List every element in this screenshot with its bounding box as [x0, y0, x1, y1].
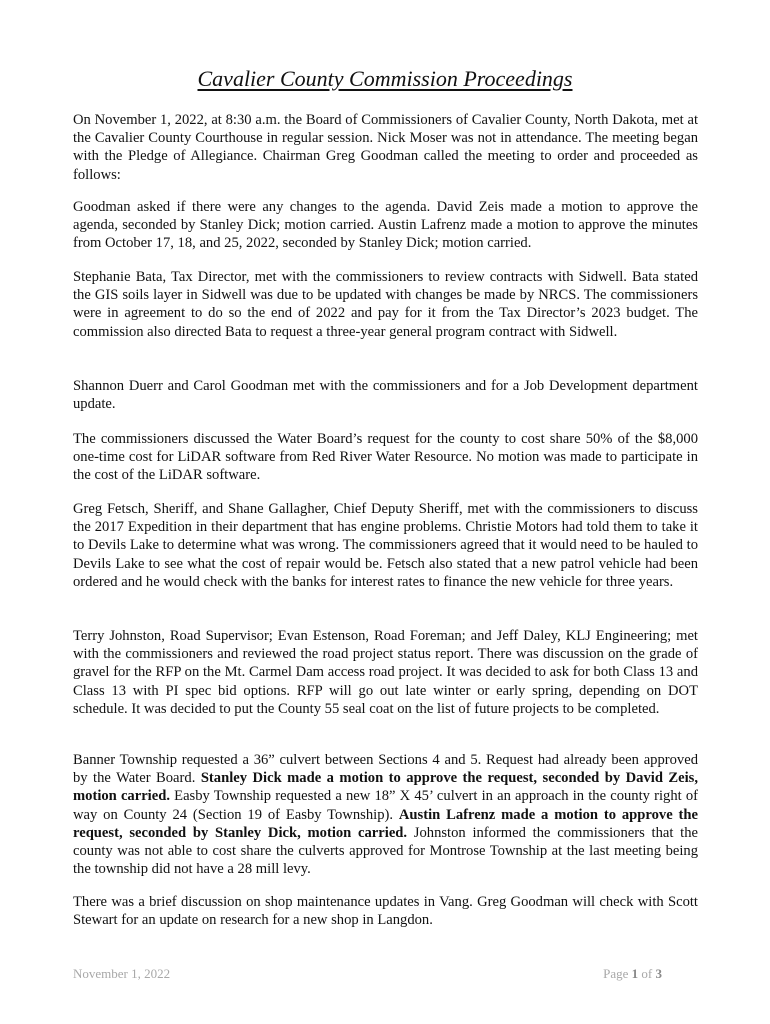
culvert-text-3: Johnston informed the commissioners that the county was not able to cost share the culverts approved for Montrose Township at the last meeting being the township did not have a 28 mill levy. [73, 824, 698, 878]
paragraph-culverts [73, 751, 698, 878]
culvert-text-1: Banner Township requested a 36” culvert between Sections 4 and 5. Request had already been approved by the Water Board. [73, 752, 698, 787]
paragraph-job-development: Shannon Duerr and Carol Goodman met with the commissioners and for a Job Development department update. [73, 378, 698, 413]
culvert-text-2: Easby Township requested a new 18” X 45’ culvert in an approach in the county right of way on County 24 (Section 19 of Easby Township). [73, 788, 698, 823]
paragraph-agenda: Goodman asked if there were any changes to the agenda. David Zeis made a motion to approve the agenda, seconded by Stanley Dick; motion carried. Austin Lafrenz made a motion to approve the minutes from October 17, 18, and 25, 2022, seconded by Stanley Dick; motion carried. [73, 199, 698, 252]
footer-page-current: 1 [631, 966, 639, 981]
paragraph-tax-director: Stephanie Bata, Tax Director, met with the commissioners to review contracts with Sidwell. Bata stated the GIS soils layer in Sidwell was due to be updated with changes be made by NRCS. The commissioners were in agreement to do so the end of 2022 and pay for it from the Tax Director’s 2023 budget. The commission also directed Bata to request a three-year general program contract with Sidwell. [73, 269, 698, 340]
motion-banner-township: Stanley Dick made a motion to approve the request, seconded by David Zeis, motion carried. [73, 770, 698, 805]
paragraph-sheriff: Greg Fetsch, Sheriff, and Shane Gallagher, Chief Deputy Sheriff, met with the commissioners to discuss the 2017 Expedition in their department that has engine problems. Christie Motors had told them to take it to Devils Lake to determine what was wrong. The commissioners agreed that it would need to be hauled to Devils Lake to see what the cost of repair would be. Fetsch also stated that a new patrol vehicle had been ordered and he would check with the banks for interest rates to finance the new vehicle for three years. [73, 501, 698, 590]
paragraph-water-board: The commissioners discussed the Water Board’s request for the county to cost share 50% of the $8,000 one-time cost for LiDAR software from Red River Water Resource. No motion was made to participate in the cost of the LiDAR software. [73, 431, 698, 484]
footer-page-total: 3 [655, 966, 662, 981]
footer-page-word: Page [603, 966, 629, 981]
document-title: Cavalier County Commission Proceedings [197, 66, 573, 91]
paragraph-road-supervisor: Terry Johnston, Road Supervisor; Evan Estenson, Road Foreman; and Jeff Daley, KLJ Engineering; met with the commissioners and reviewed the road project status report. There was discussion on the grade of gravel for the RFP on the Mt. Carmel Dam access road project. It was decided to ask for both Class 13 and Class 13 with PI spec bid options. RFP will go out late winter or early spring, depending on DOT schedule. It was decided to put the County 55 seal coat on the list of future projects to be completed. [73, 628, 698, 717]
motion-easby-township: Austin Lafrenz made a motion to approve the request, seconded by Stanley Dick, motion carried. [73, 806, 698, 841]
footer-page-number [603, 966, 662, 982]
paragraph-shop-maintenance: There was a brief discussion on shop maintenance updates in Vang. Greg Goodman will check with Scott Stewart for an update on research for a new shop in Langdon. [73, 894, 698, 929]
footer-of-word: of [641, 966, 653, 981]
paragraph-meeting-opening: On November 1, 2022, at 8:30 a.m. the Board of Commissioners of Cavalier County, North Dakota, met at the Cavalier County Courthouse in regular session. Nick Moser was not in attendance. The meeting began with the Pledge of Allegiance. Chairman Greg Goodman called the meeting to order and proceeded as follows: [73, 112, 698, 183]
footer-date: November 1, 2022 [73, 966, 171, 981]
